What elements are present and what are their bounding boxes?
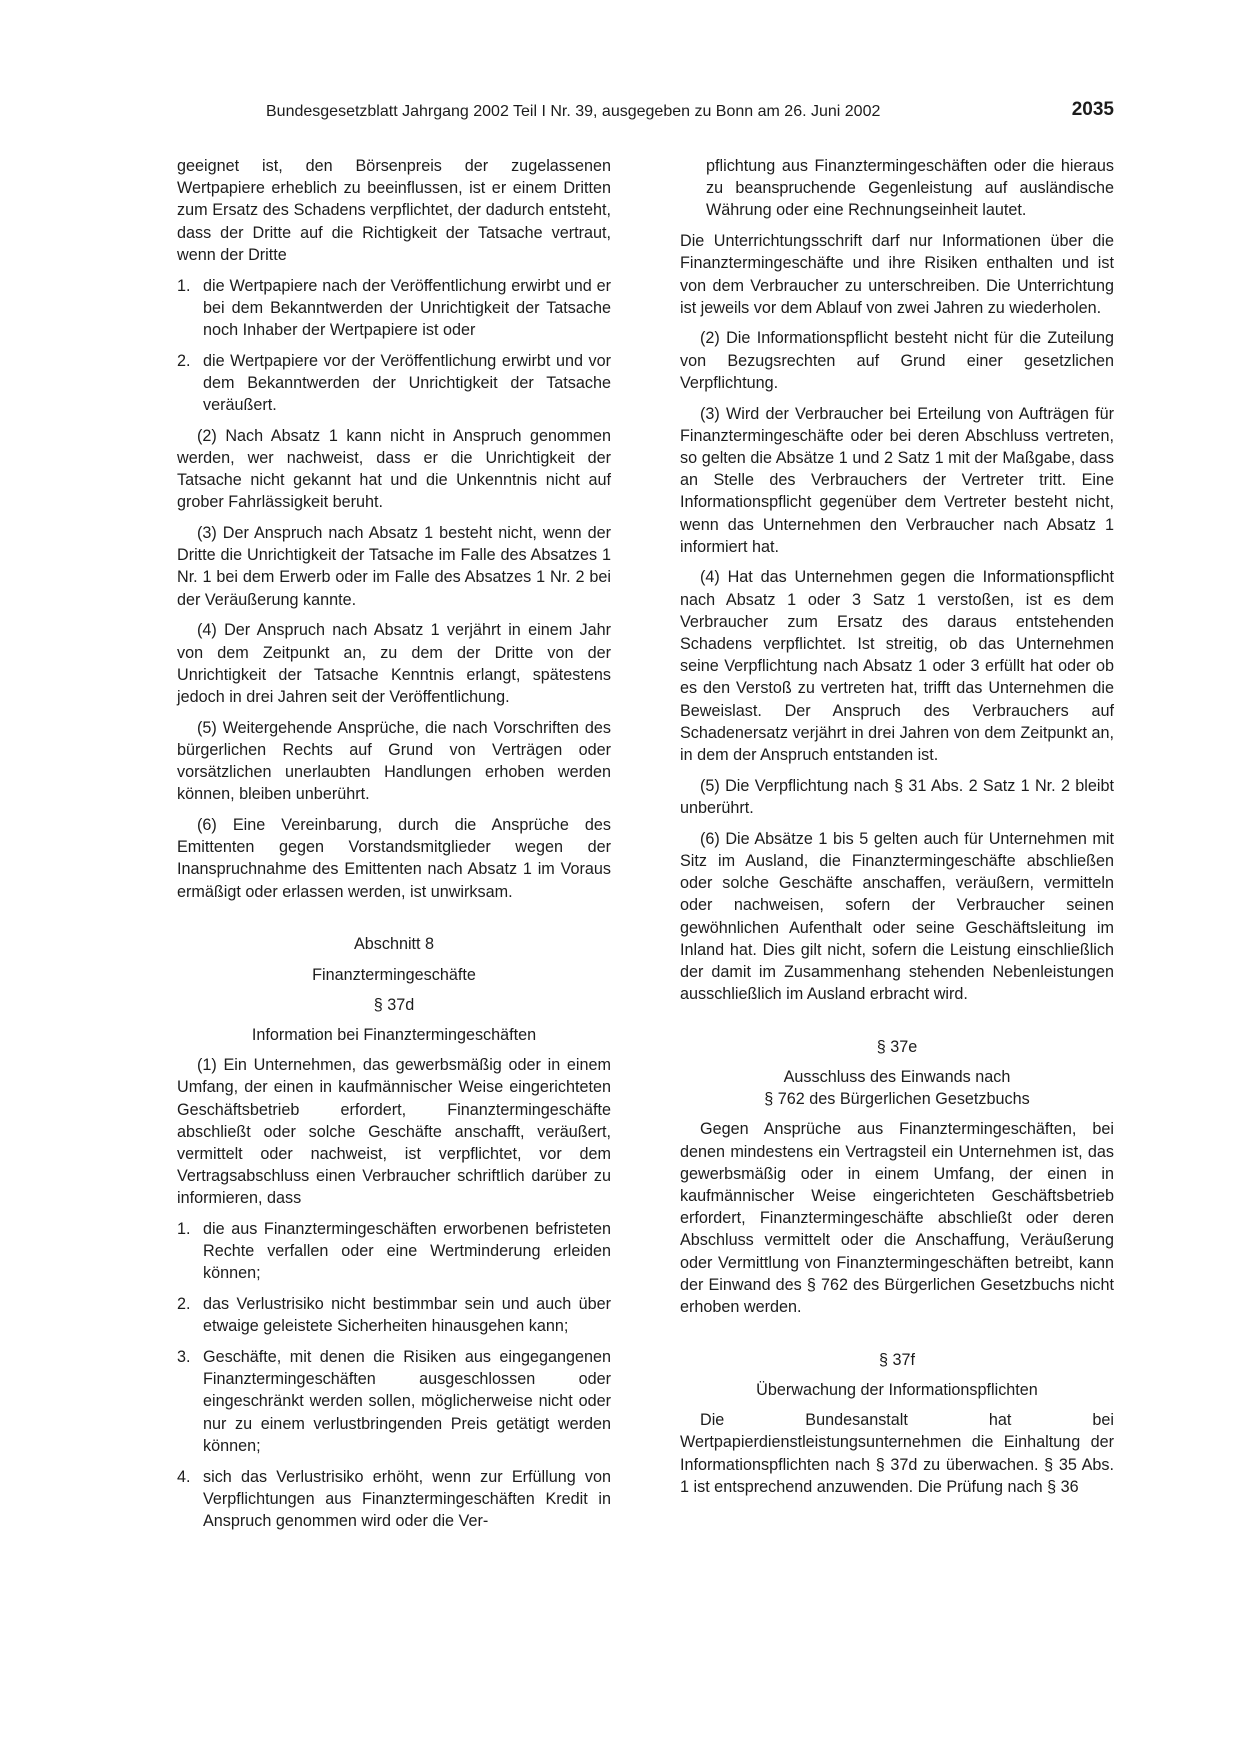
paragraph: (1) Ein Unternehmen, das gewerbsmäßig oder in einem Umfang, der einen in kaufmännischer Weise eingerichteten Geschäftsbetrieb erfordert, Finanztermingeschäfte abschließt oder solche Geschäfte anschafft, veräußert, vermittelt oder nachweist, ist verpflichtet, vor dem Vertragsabschluss einen Verbraucher schriftlich darüber zu informieren, dass	[177, 1056, 611, 1208]
section-label: Abschnitt 8	[353, 935, 435, 954]
numbered-list	[177, 275, 611, 417]
paragraph: (6) Die Absätze 1 bis 5 gelten auch für Unternehmen mit Sitz im Ausland, die Finanztermingeschäfte abschließen oder solche Geschäfte anschaffen, veräußern, vermitteln oder nachweisen, sofern der Verbraucher seinen gewöhnlichen Aufenthalt oder seine Geschäftsleitung im Inland hat. Dies gilt nicht, sofern die Leistung einschließlich der damit im Zusammenhang stehenden Nebenleistungen ausschließlich im Ausland erbracht wird.	[680, 829, 1114, 1004]
list-item-text: die aus Finanztermingeschäften erworbenen befristeten Rechte verfallen oder eine Wertminderung erleiden können;	[203, 1220, 611, 1283]
paragraph: (3) Wird der Verbraucher bei Erteilung von Aufträgen für Finanztermingeschäfte oder bei deren Abschluss vertreten, so gelten die Absätze 1 und 2 Satz 1 mit der Maßgabe, dass an Stelle des Verbrauchers der Vertreter tritt. Eine Informationspflicht gegenüber dem Vertreter besteht nicht, wenn das Unternehmen den Verbraucher nach Absatz 1 informiert hat.	[680, 404, 1114, 556]
list-item	[177, 1218, 611, 1285]
list-item-number: 1.	[177, 276, 191, 295]
list-item-number: 4.	[177, 1467, 191, 1486]
paragraph: (3) Der Anspruch nach Absatz 1 besteht nicht, wenn der Dritte die Unrichtigkeit der Tatsache im Falle des Absatzes 1 Nr. 1 bei dem Erwerb oder im Falle des Absatzes 1 Nr. 2 bei der Veräußerung kannte.	[177, 524, 611, 609]
list-item	[177, 1346, 611, 1457]
paragraph: (5) Die Verpflichtung nach § 31 Abs. 2 Satz 1 Nr. 2 bleibt unberührt.	[680, 776, 1114, 817]
list-item-text: das Verlustrisiko nicht bestimmbar sein und auch über etwaige geleistete Sicherheiten hinausgehen kann;	[203, 1295, 611, 1336]
running-title: Bundesgesetzblatt Jahrgang 2002 Teil I Nr. 39, ausgegeben zu Bonn am 26. Juni 2002	[266, 103, 881, 120]
paragraph: Die Bundesanstalt hat bei Wertpapierdienstleistungsunternehmen die Einhaltung der Informationspflichten nach § 37d zu überwachen. § 35 Abs. 1 ist entsprechend anzuwenden. Die Prüfung nach § 36	[680, 1411, 1114, 1496]
list-item-text: sich das Verlustrisiko erhöht, wenn zur Erfüllung von Verpflichtungen aus Finanztermingeschäften Kredit in Anspruch genommen wird oder die Ver-	[203, 1467, 611, 1530]
paragraph: (5) Weitergehende Ansprüche, die nach Vorschriften des bürgerlichen Rechts auf Grund von Verträgen oder vorsätzlichen unerlaubten Handlungen erhoben werden können, bleiben unberührt.	[177, 718, 611, 804]
paragraph-number: § 37f	[878, 1350, 915, 1369]
paragraph-title: § 762 des Bürgerlichen Gesetzbuchs	[764, 1090, 1030, 1109]
list-item	[177, 1293, 611, 1337]
paragraph-title: Überwachung der Informationspflichten	[756, 1380, 1038, 1399]
paragraph: Gegen Ansprüche aus Finanztermingeschäften, bei denen mindestens ein Vertragsteil ein Unternehmen ist, das gewerbsmäßig oder in einem Umfang, der einen in kaufmännischer Weise eingerichteten Geschäftsbetrieb erfordert, Finanztermingeschäfte abschließt oder deren Abschluss vermittelt oder die Anschaffung, Veräußerung oder Vermittlung von Finanztermingeschäften betreibt, kann der Einwand des § 762 des Bürgerlichen Gesetzbuchs nicht erhoben werden.	[680, 1120, 1114, 1317]
paragraph-title: Ausschluss des Einwands nach	[783, 1068, 1011, 1087]
list-item-text: die Wertpapiere nach der Veröffentlichung erwirbt und er bei dem Bekanntwerden der Unrichtigkeit der Tatsache noch Inhaber der Wertpapiere ist oder	[203, 276, 611, 339]
list-item	[177, 1466, 611, 1533]
page-header	[266, 101, 1114, 127]
paragraph: Die Unterrichtungsschrift darf nur Informationen über die Finanztermingeschäfte und ihre Risiken enthalten und ist von dem Verbraucher zu unterschreiben. Die Unterrichtung ist jeweils vor dem Ablauf von zwei Jahren zu wiederholen.	[680, 232, 1114, 317]
page-number: 2035	[1071, 99, 1114, 120]
list-item	[177, 350, 611, 417]
paragraph-number: § 37e	[876, 1037, 918, 1056]
paragraph: geeignet ist, den Börsenpreis der zugelassenen Wertpapiere erheblich zu beeinflussen, ist er einem Dritten zum Ersatz des Schadens verpflichtet, der dadurch entsteht, dass der Dritte auf die Richtigkeit der Tatsache vertraut, wenn der Dritte	[177, 157, 611, 264]
paragraph: (2) Die Informationspflicht besteht nicht für die Zuteilung von Bezugsrechten auf Grund einer gesetzlichen Verpflichtung.	[680, 329, 1114, 392]
list-item-text: die Wertpapiere vor der Veröffentlichung erwirbt und vor dem Bekanntwerden der Unrichtigkeit der Tatsache veräußert.	[203, 351, 611, 415]
list-item-number: 1.	[177, 1220, 191, 1239]
list-item-number: 2.	[177, 351, 191, 370]
paragraph: (2) Nach Absatz 1 kann nicht in Anspruch genommen werden, wer nachweist, dass er die Unrichtigkeit der Tatsache nicht gekannt hat und die Unkenntnis nicht auf grober Fahrlässigkeit beruht.	[177, 426, 611, 512]
paragraph: (6) Eine Vereinbarung, durch die Ansprüche des Emittenten gegen Vorstandsmitglieder wegen der Inanspruchnahme des Emittenten nach Absatz 1 im Voraus ermäßigt oder erlassen werden, ist unwirksam.	[177, 815, 611, 901]
paragraph: (4) Der Anspruch nach Absatz 1 verjährt in einem Jahr von dem Zeitpunkt an, zu dem der Dritte von der Unrichtigkeit der Tatsache Kenntnis erlangt, spätestens jedoch in drei Jahren seit der Veröffentlichung.	[177, 621, 611, 706]
list-item-text: Geschäfte, mit denen die Risiken aus eingegangenen Finanztermingeschäften ausgeschlossen oder eingeschränkt werden sollen, möglicherweise nicht oder nur zu einem verlustbringenden Preis getätigt werden können;	[203, 1348, 611, 1455]
paragraph: (4) Hat das Unternehmen gegen die Informationspflicht nach Absatz 1 oder 3 Satz 1 verstoßen, ist es dem Verbraucher zum Ersatz des daraus entstehenden Schadens verpflichtet. Ist streitig, ob das Unternehmen seine Verpflichtung nach Absatz 1 oder 3 erfüllt hat oder ob es den Verstoß zu vertreten hat, trifft das Unternehmen die Beweislast. Der Anspruch des Verbrauchers auf Schadenersatz verjährt in drei Jahren von dem Zeitpunkt an, in dem der Anspruch entstanden ist.	[680, 568, 1114, 765]
list-item	[177, 275, 611, 342]
paragraph-number: § 37d	[373, 995, 415, 1014]
numbered-list	[177, 1218, 611, 1532]
paragraph-title: Information bei Finanztermingeschäften	[251, 1025, 537, 1044]
list-item-number: 2.	[177, 1295, 191, 1314]
left-column	[177, 155, 611, 1541]
right-column	[680, 155, 1114, 1506]
section-title: Finanztermingeschäfte	[312, 965, 476, 984]
list-item-number: 3.	[177, 1348, 191, 1367]
list-item-continuation: pflichtung aus Finanztermingeschäften oder die hieraus zu beanspruchende Gegenleistung auf ausländische Währung oder eine Rechnungseinheit lautet.	[706, 157, 1114, 220]
